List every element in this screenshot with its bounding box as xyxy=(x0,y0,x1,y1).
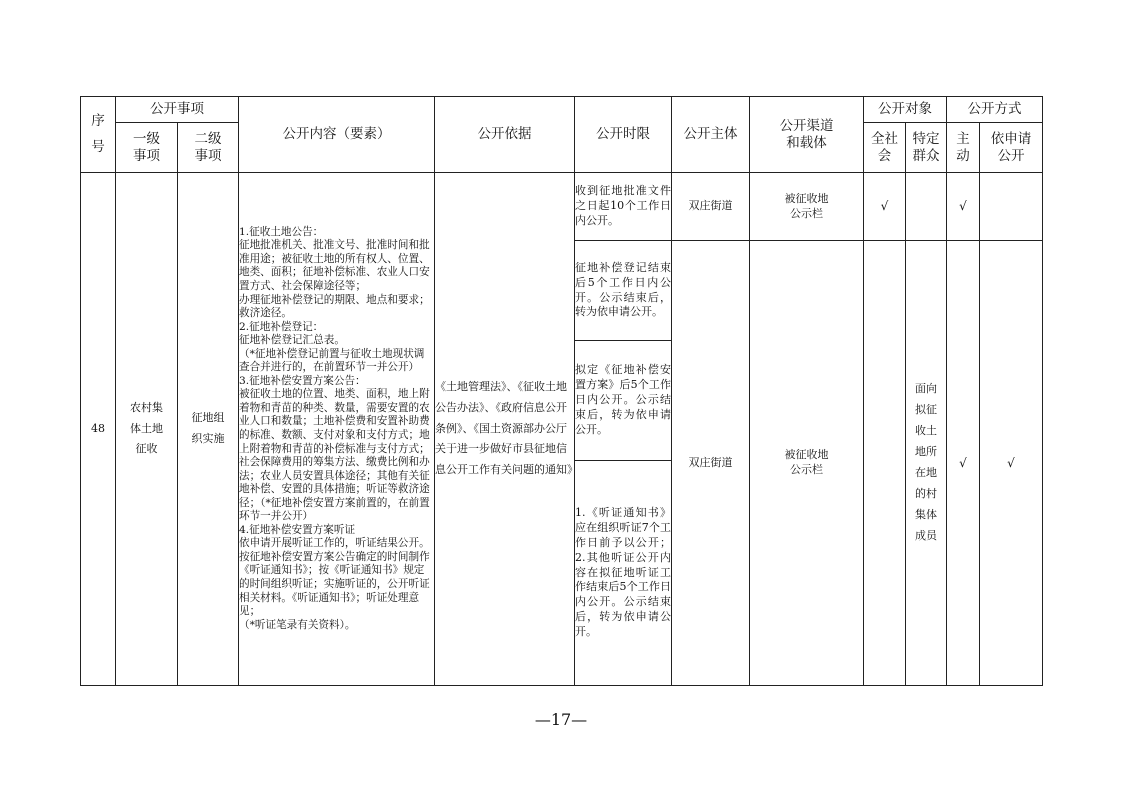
header-time-limit: 公开时限 xyxy=(575,97,672,173)
header-method-apply: 依申请公开 xyxy=(980,123,1043,173)
header-level2: 二级事项 xyxy=(178,123,239,173)
subject-1: 双庄街道 xyxy=(672,173,750,241)
row-content xyxy=(239,173,435,686)
row-basis: 《土地管理法》、《征收土地公告办法》、《政府信息公开条例》、《国土资源部办公厅关于进一步做好市县征地信息公开工作有关问题的通知》 xyxy=(435,173,575,686)
header-channel: 公开渠道和载体 xyxy=(750,97,864,173)
content-line: 4.征地补偿安置方案听证 xyxy=(239,523,356,536)
content-line: 办理征地补偿登记的期限、地点和要求；救济途径。 xyxy=(239,293,430,320)
method-active-check-1: √ xyxy=(947,173,980,241)
header-target-all: 全社会 xyxy=(864,123,906,173)
header-content: 公开内容（要素） xyxy=(239,97,435,173)
target-all-check-1: √ xyxy=(864,173,906,241)
time-limit-4: 1.《听证通知书》应在组织听证7个工作日前予以公开；2.其他听证公开内容在拟征地听证工作结束后5个工作日内公开。公示结束后，转为依申请公开。 xyxy=(575,461,672,686)
header-seq: 序号 xyxy=(81,97,116,173)
header-matter-group: 公开事项 xyxy=(116,97,239,123)
time-limit-1: 收到征地批准文件之日起10个工作日内公开。 xyxy=(575,173,672,241)
header-method-group: 公开方式 xyxy=(947,97,1043,123)
header-method-active: 主动 xyxy=(947,123,980,173)
header-subject: 公开主体 xyxy=(672,97,750,173)
content-line: 征地补偿登记汇总表。 xyxy=(239,334,345,347)
row-level2: 征地组织实施 xyxy=(178,173,239,686)
channel-2: 被征收地公示栏 xyxy=(750,241,864,686)
time-limit-2: 征地补偿登记结束后5个工作日内公开。公示结束后，转为依申请公开。 xyxy=(575,241,672,341)
content-line: 1.征收土地公告： xyxy=(239,225,324,238)
row-level1: 农村集体土地征收 xyxy=(116,173,178,686)
method-apply-check-2: √ xyxy=(980,241,1043,686)
page-number: —17— xyxy=(534,710,588,729)
header-target-group: 公开对象 xyxy=(864,97,947,123)
target-specific-2: 面向拟征收土地所在地的村集体成员 xyxy=(906,241,947,686)
content-line: 被征收土地的位置、地类、面积，地上附着物和青苗的种类、数量，需要安置的农业人口和数量；土地补偿费和安置补助费的标准、数额、支付对象和支付方式；地上附着物和青苗的补偿标准与支付方式；社会保障费用的筹集方法、缴费比例和办法；农业人员安置具体途径；其他有关征地补偿、安置的具体措施；听证等救济途径；（*征地补偿安置方案前置的，在前置环节一并公开） xyxy=(239,388,430,523)
content-line: 征地批准机关、批准文号、批准时间和批准用途；被征收土地的所有权人、位置、地类、面积；征地补偿标准、农业人口安置方式、社会保障途径等； xyxy=(239,239,430,292)
method-active-check-2: √ xyxy=(947,241,980,686)
row-seq: 48 xyxy=(81,173,116,686)
header-target-specific: 特定群众 xyxy=(906,123,947,173)
content-line: 3.征地补偿安置方案公告： xyxy=(239,374,366,387)
target-specific-1 xyxy=(906,173,947,241)
target-all-2 xyxy=(864,241,906,686)
content-line: 2.征地补偿登记： xyxy=(239,320,324,333)
method-apply-1 xyxy=(980,173,1043,241)
time-limit-3: 拟定《征地补偿安置方案》后5个工作日内公开。公示结束后，转为依申请公开。 xyxy=(575,341,672,461)
content-line: 依申请开展听证工作的，听证结果公开。按征地补偿安置方案公告确定的时间制作《听证通知书》；按《听证通知书》规定的时间组织听证；实施听证的，公开听证相关材料。《听证通知书》；听证处理意见； xyxy=(239,537,430,618)
header-basis: 公开依据 xyxy=(435,97,575,173)
header-level1: 一级事项 xyxy=(116,123,178,173)
content-line: （*听证笔录有关资料）。 xyxy=(239,618,356,631)
subject-2: 双庄街道 xyxy=(672,241,750,686)
content-line: （*征地补偿登记前置与征收土地现状调查合并进行的，在前置环节一并公开） xyxy=(239,347,425,374)
channel-1: 被征收地公示栏 xyxy=(750,173,864,241)
disclosure-table xyxy=(80,96,1043,686)
